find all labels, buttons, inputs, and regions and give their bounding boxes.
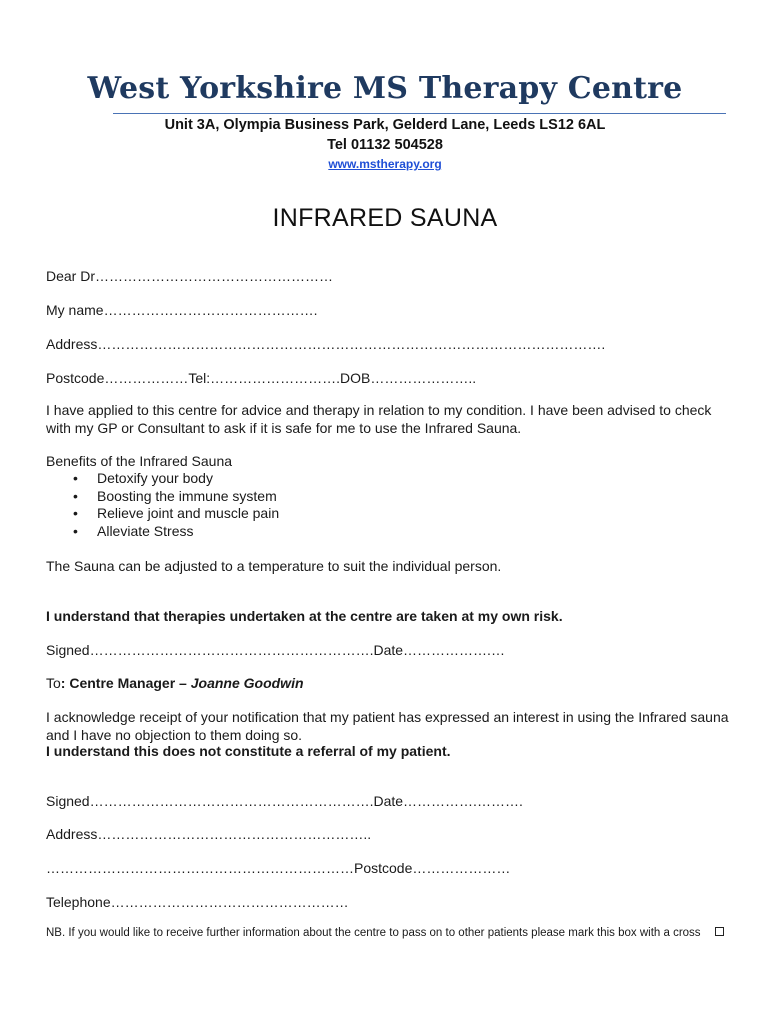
benefits-list [73, 470, 279, 541]
gp-address-field[interactable]: Address………………………………………………….. [46, 826, 372, 842]
organization-name: West Yorkshire MS Therapy Centre [87, 71, 683, 106]
recipient-prefix: To [46, 675, 61, 691]
benefits-heading: Benefits of the Infrared Sauna [46, 453, 233, 469]
list-item: • Boosting the immune system [73, 488, 279, 506]
intro-paragraph: I have applied to this centre for advice and therapy in relation to my condition. I have been advised to check with my GP or Consultant to ask if it is safe for me to use the Infrared Sauna. [46, 402, 712, 436]
not-referral-statement: I understand this does not constitute a referral of my patient. [46, 743, 451, 759]
consent-checkbox[interactable] [715, 927, 724, 936]
gp-postcode-field[interactable]: …………………………………………………………Postcode………………… [46, 860, 511, 876]
postcode-tel-dob-field[interactable]: Postcode………………Tel:……………………….DOB………………….. [46, 370, 477, 386]
recipient-label: : Centre Manager – [60, 675, 191, 691]
nb-note-text: NB. If you would like to receive further information about the centre to pass on to other patients please mark this box with a cross [46, 927, 701, 939]
adjust-note: The Sauna can be adjusted to a temperature to suit the individual person. [46, 558, 502, 574]
dear-dr-field[interactable]: Dear Dr…………………………………………… [46, 268, 334, 284]
recipient-name: Joanne Goodwin [190, 675, 304, 691]
gp-telephone-field[interactable]: Telephone…………………………………………… [46, 894, 349, 910]
list-item: • Detoxify your body [73, 470, 279, 488]
acknowledge-paragraph: I acknowledge receipt of your notification that my patient has expressed an interest in using the Infrared sauna and I have no objection to them doing so. [46, 709, 729, 743]
my-name-field[interactable]: My name………………………………………. [46, 302, 318, 318]
recipient-line [46, 675, 304, 691]
list-item: • Relieve joint and muscle pain [73, 505, 279, 523]
address-field[interactable]: Address………………………………………………………………………………………………. [46, 336, 606, 352]
organization-phone: Tel 01132 504528 [327, 137, 443, 153]
nb-note [46, 926, 736, 942]
gp-signature-field[interactable]: Signed…………………………………………………….Date…………….………. [46, 793, 523, 809]
risk-statement: I understand that therapies undertaken at the centre are taken at my own risk. [46, 608, 563, 624]
list-item: • Alleviate Stress [73, 523, 279, 541]
header-divider [113, 113, 726, 114]
document-title: INFRARED SAUNA [272, 204, 498, 232]
organization-address: Unit 3A, Olympia Business Park, Gelderd Lane, Leeds LS12 6AL [164, 117, 606, 133]
website-link[interactable]: www.mstherapy.org [328, 157, 442, 171]
patient-signature-field[interactable]: Signed…………………………………………………….Date……………….… [46, 642, 505, 658]
